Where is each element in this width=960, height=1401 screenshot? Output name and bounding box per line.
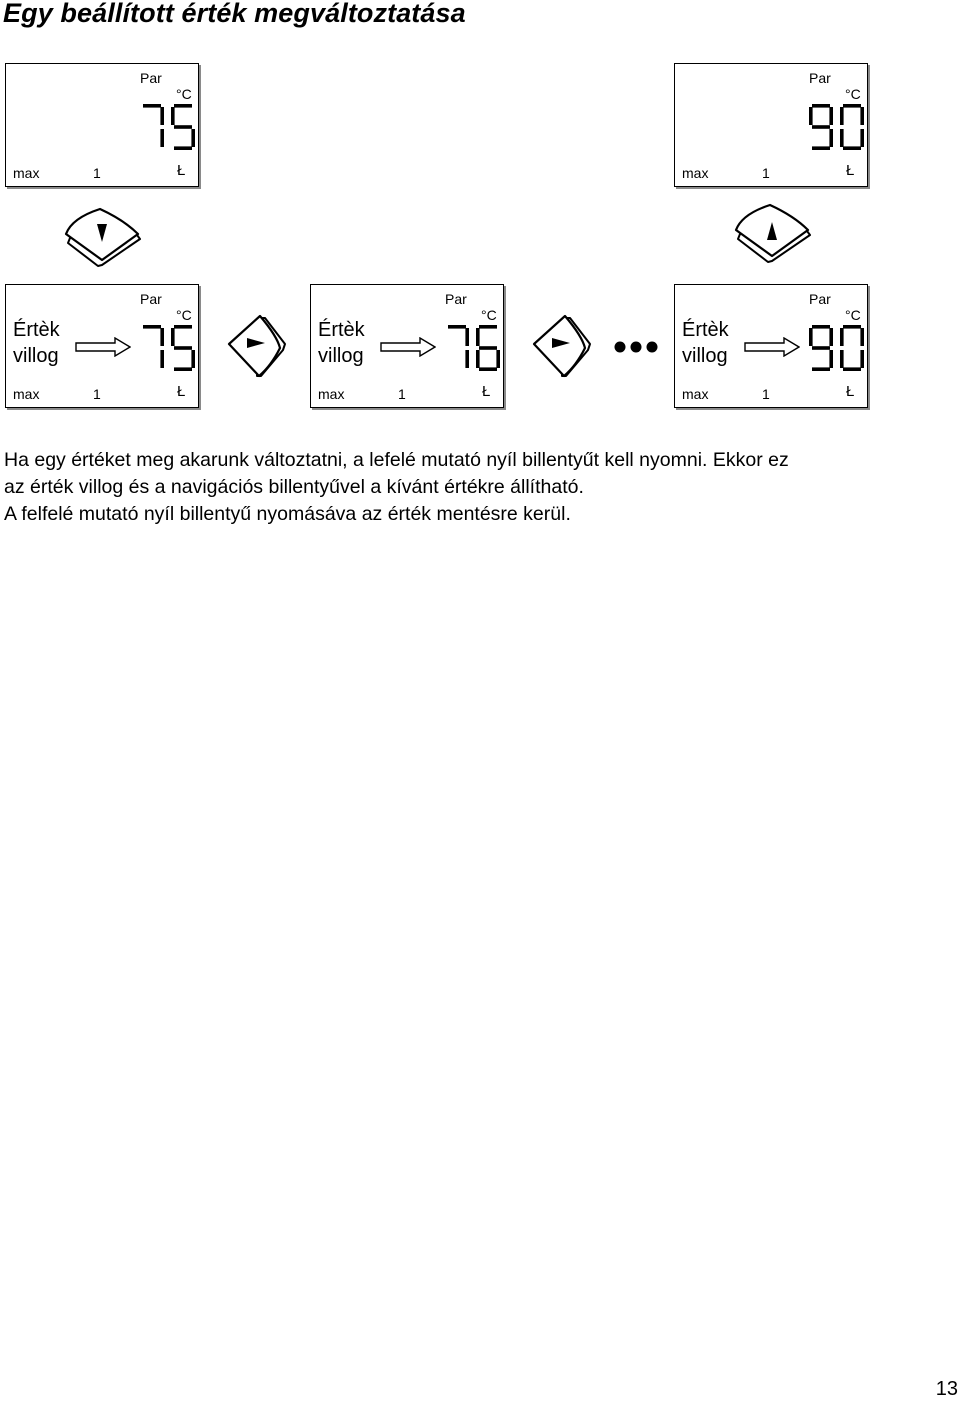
blinks-label: villog bbox=[13, 345, 59, 367]
page-number: 13 bbox=[935, 1378, 958, 1400]
celsius-unit: °C bbox=[481, 307, 497, 323]
par-label: Par bbox=[445, 291, 467, 307]
lcd-segment-b bbox=[465, 328, 469, 346]
par-label: Par bbox=[809, 70, 831, 86]
index-label: 1 bbox=[93, 165, 101, 181]
lcd-value bbox=[136, 104, 198, 152]
lcd-display-top-left bbox=[5, 63, 199, 187]
lcd-value bbox=[136, 325, 198, 373]
lcd-segment-a bbox=[812, 104, 830, 108]
lcd-segment-a bbox=[143, 325, 161, 329]
arrow-right-key-icon[interactable] bbox=[530, 314, 594, 384]
lcd-segment-c bbox=[160, 350, 164, 368]
lcd-segment-d bbox=[843, 367, 861, 371]
max-label: max bbox=[682, 386, 709, 402]
ellipsis-dots-icon bbox=[614, 340, 658, 354]
lcd-segment-c bbox=[829, 350, 833, 368]
lcd-segment-f bbox=[840, 107, 844, 125]
max-label: max bbox=[318, 386, 345, 402]
arrow-right-icon bbox=[744, 337, 800, 357]
lcd-segment-f bbox=[809, 328, 813, 346]
celsius-unit: °C bbox=[845, 86, 861, 102]
lcd-segment-f bbox=[171, 328, 175, 346]
lcd-symbol: Ł bbox=[846, 162, 855, 179]
lcd-value bbox=[441, 325, 503, 373]
value-label: Értèk bbox=[682, 319, 729, 341]
blinks-label: villog bbox=[682, 345, 728, 367]
lcd-segment-b bbox=[860, 328, 864, 346]
lcd-display-bottom-left bbox=[5, 284, 199, 408]
max-label: max bbox=[13, 386, 40, 402]
lcd-segment-e bbox=[840, 129, 844, 147]
lcd-display-bottom-right bbox=[674, 284, 868, 408]
lcd-segment-a bbox=[174, 104, 192, 108]
lcd-segment-c bbox=[191, 350, 195, 368]
body-line-3: A felfelé mutató nyíl billentyű nyomásáva az érték mentésre kerül. bbox=[4, 503, 571, 525]
lcd-symbol: Ł bbox=[482, 383, 491, 400]
lcd-value bbox=[805, 104, 867, 152]
lcd-segment-a bbox=[479, 325, 497, 329]
arrow-up-key-icon[interactable] bbox=[732, 202, 812, 264]
index-label: 1 bbox=[762, 386, 770, 402]
lcd-segment-c bbox=[860, 129, 864, 147]
lcd-segment-f bbox=[171, 107, 175, 125]
par-label: Par bbox=[140, 291, 162, 307]
lcd-segment-f bbox=[476, 328, 480, 346]
lcd-segment-d bbox=[843, 146, 861, 150]
arrow-right-icon bbox=[75, 337, 131, 357]
max-label: max bbox=[682, 165, 709, 181]
page-title: Egy beállított érték megváltoztatása bbox=[3, 0, 466, 28]
lcd-segment-b bbox=[160, 107, 164, 125]
body-line-2: az érték villog és a navigációs billentyűvel a kívánt értékre állítható. bbox=[4, 476, 584, 498]
index-label: 1 bbox=[762, 165, 770, 181]
value-label: Értèk bbox=[13, 319, 60, 341]
lcd-segment-a bbox=[843, 104, 861, 108]
celsius-unit: °C bbox=[845, 307, 861, 323]
lcd-segment-g bbox=[174, 125, 192, 129]
lcd-segment-a bbox=[843, 325, 861, 329]
lcd-segment-d bbox=[812, 367, 830, 371]
lcd-segment-c bbox=[191, 129, 195, 147]
lcd-display-top-right bbox=[674, 63, 868, 187]
lcd-symbol: Ł bbox=[177, 162, 186, 179]
par-label: Par bbox=[809, 291, 831, 307]
lcd-segment-c bbox=[829, 129, 833, 147]
arrow-right-icon bbox=[380, 337, 436, 357]
lcd-segment-c bbox=[496, 350, 500, 368]
lcd-segment-g bbox=[812, 346, 830, 350]
lcd-symbol: Ł bbox=[177, 383, 186, 400]
lcd-segment-a bbox=[812, 325, 830, 329]
blink-label bbox=[318, 317, 365, 369]
lcd-segment-g bbox=[479, 346, 497, 350]
lcd-segment-b bbox=[160, 328, 164, 346]
lcd-segment-b bbox=[829, 328, 833, 346]
lcd-symbol: Ł bbox=[846, 383, 855, 400]
arrow-down-key-icon[interactable] bbox=[62, 206, 142, 268]
lcd-segment-d bbox=[812, 146, 830, 150]
lcd-segment-g bbox=[812, 125, 830, 129]
lcd-segment-g bbox=[174, 346, 192, 350]
celsius-unit: °C bbox=[176, 307, 192, 323]
lcd-segment-a bbox=[143, 104, 161, 108]
max-label: max bbox=[13, 165, 40, 181]
lcd-segment-f bbox=[840, 328, 844, 346]
lcd-segment-c bbox=[465, 350, 469, 368]
lcd-segment-e bbox=[476, 350, 480, 368]
lcd-segment-b bbox=[860, 107, 864, 125]
value-label: Értèk bbox=[318, 319, 365, 341]
lcd-segment-c bbox=[160, 129, 164, 147]
body-line-1: Ha egy értéket meg akarunk változtatni, a lefelé mutató nyíl billentyűt kell nyomni. Ekkor ez bbox=[4, 449, 789, 471]
arrow-right-key-icon[interactable] bbox=[225, 314, 289, 384]
lcd-value bbox=[805, 325, 867, 373]
lcd-segment-e bbox=[840, 350, 844, 368]
index-label: 1 bbox=[93, 386, 101, 402]
lcd-segment-b bbox=[829, 107, 833, 125]
lcd-segment-a bbox=[174, 325, 192, 329]
lcd-segment-d bbox=[174, 367, 192, 371]
par-label: Par bbox=[140, 70, 162, 86]
blink-label bbox=[682, 317, 729, 369]
lcd-segment-a bbox=[448, 325, 466, 329]
celsius-unit: °C bbox=[176, 86, 192, 102]
index-label: 1 bbox=[398, 386, 406, 402]
lcd-segment-d bbox=[174, 146, 192, 150]
lcd-segment-f bbox=[809, 107, 813, 125]
blinks-label: villog bbox=[318, 345, 364, 367]
blink-label bbox=[13, 317, 60, 369]
lcd-display-bottom-middle bbox=[310, 284, 504, 408]
body-text bbox=[4, 447, 960, 528]
lcd-segment-d bbox=[479, 367, 497, 371]
lcd-segment-c bbox=[860, 350, 864, 368]
